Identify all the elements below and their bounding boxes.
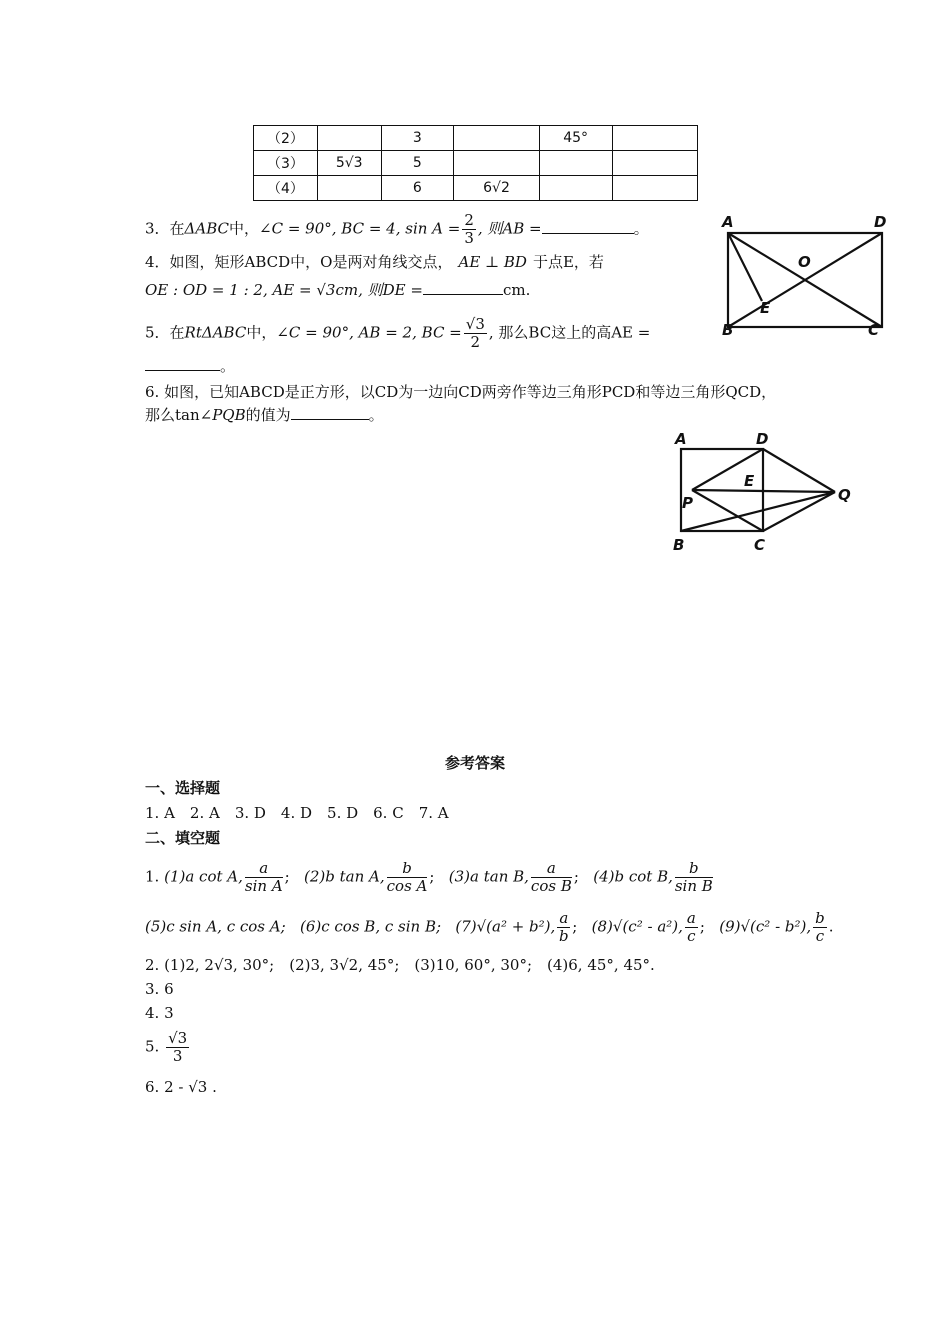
question-4-line-2	[145, 280, 530, 300]
segment-cq	[763, 492, 835, 531]
table-cell: （4）	[254, 176, 318, 201]
label-p: P	[682, 494, 693, 512]
question-6-line-2	[145, 405, 384, 425]
answer-number: 1.	[145, 867, 160, 886]
section-heading: 二、填空题	[145, 829, 221, 847]
frac-num: a	[686, 909, 696, 927]
table-cell	[539, 151, 612, 176]
frac-num: b	[387, 860, 428, 878]
q5-end: 。	[220, 357, 236, 375]
table-cell	[454, 126, 540, 151]
label-d: D	[874, 213, 887, 231]
frac-den: cos B	[530, 877, 572, 895]
q4-condition: OE : OD = 1 : 2, AE = √3cm, 则DE =	[145, 281, 423, 299]
q6-end: 。	[368, 406, 384, 424]
answer-part: (8)√(c² - a²),	[591, 917, 683, 936]
answer-part: (4)b cot B,	[593, 867, 673, 886]
question-5-line-2	[145, 356, 235, 376]
table-row	[254, 126, 698, 151]
fraction	[387, 860, 428, 895]
q4-text-b: 于点E，若	[532, 253, 604, 271]
label-a: A	[722, 213, 734, 231]
frac-den: b	[558, 927, 569, 945]
answers-title: 参考答案	[444, 754, 505, 772]
q4-text: 4．如图，矩形ABCD中，O是两对角线交点，	[145, 253, 453, 271]
q3-end: 。	[633, 219, 649, 238]
frac-den: sin A	[244, 877, 283, 895]
separator: ;	[572, 917, 578, 936]
answer-part: (7)√(a² + b²),	[455, 917, 556, 936]
frac-num: a	[245, 860, 283, 878]
answer-blank[interactable]	[423, 280, 503, 295]
answer-blank[interactable]	[542, 219, 634, 234]
frac-den: cos A	[386, 877, 428, 895]
table-cell: 5	[381, 151, 454, 176]
segment-dq	[763, 449, 835, 492]
fraction	[557, 910, 570, 945]
table-cell	[612, 126, 698, 151]
fraction	[675, 860, 713, 895]
answer-3: 3. 6	[145, 980, 174, 998]
q3-tail: , 则AB =	[477, 219, 542, 238]
answer-blank[interactable]	[291, 405, 369, 420]
table-row	[254, 176, 698, 201]
table-row	[254, 151, 698, 176]
section-heading: 一、选择题	[145, 779, 221, 797]
table-cell	[612, 176, 698, 201]
answer-part: (2)b tan A,	[304, 867, 385, 886]
q3-condition: ∠C = 90°, BC = 4, sin A =	[259, 219, 461, 238]
table-cell	[317, 126, 381, 151]
question-6-line-1	[145, 382, 776, 402]
frac-num: √3	[168, 1029, 188, 1047]
figure-square-pq	[670, 430, 860, 558]
table-cell: 45°	[539, 126, 612, 151]
label-c: C	[868, 321, 880, 339]
answer-part: (6)c cos B, c sin B;	[299, 917, 442, 936]
question-3	[145, 212, 649, 247]
table-cell: （2）	[254, 126, 318, 151]
q4-unit: cm.	[502, 281, 531, 299]
q5-frac-den: 2	[470, 333, 481, 351]
label-d: D	[756, 430, 769, 448]
answer-part: (9)√(c² - b²),	[719, 917, 812, 936]
separator: ;	[284, 867, 290, 886]
question-4-line-1	[145, 252, 604, 272]
table-cell	[317, 176, 381, 201]
label-b: B	[673, 536, 685, 554]
frac-den: 3	[172, 1047, 183, 1065]
frac-num: a	[559, 909, 569, 927]
frac-den: c	[687, 927, 696, 945]
table-cell: 3	[381, 126, 454, 151]
label-e: E	[744, 472, 755, 490]
q3-fraction	[462, 212, 476, 247]
segment-pq	[692, 490, 835, 492]
frac-num: b	[675, 860, 713, 878]
label-o: O	[798, 253, 811, 271]
table-cell: 6√2	[454, 176, 540, 201]
answer-4: 4. 3	[145, 1004, 174, 1022]
answer-part: (1)a cot A,	[164, 867, 243, 886]
fraction	[813, 910, 827, 945]
answer-1-line-2	[145, 910, 834, 945]
answer-1-line-1	[145, 860, 715, 895]
label-a: A	[675, 430, 687, 448]
q5-frac-num: √3	[465, 315, 485, 333]
frac-num: a	[531, 860, 572, 878]
q3-number: 3．在	[145, 219, 185, 238]
answer-5	[145, 1030, 191, 1065]
q6-text-a: 那么tan	[145, 406, 200, 424]
separator: ;	[573, 867, 579, 886]
q5-tail: , 那么BC这上的高AE =	[488, 323, 651, 342]
q3-text: 中，	[229, 219, 260, 238]
frac-num: b	[815, 909, 825, 927]
q6-text: 6. 如图，已知ABCD是正方形，以CD为一边向CD两旁作等边三角形PCD和等边三角形QCD，	[145, 383, 777, 401]
separator: .	[828, 917, 834, 936]
answer-part: (5)c sin A, c cos A;	[145, 917, 286, 936]
frac-den: c	[815, 927, 825, 945]
answer-blank[interactable]	[145, 356, 220, 371]
answer-number: 5.	[145, 1037, 160, 1056]
separator: ;	[429, 867, 435, 886]
q3-frac-den: 3	[464, 229, 474, 247]
separator: ;	[699, 917, 705, 936]
table-cell	[612, 151, 698, 176]
q5-number: 5．在	[145, 323, 185, 342]
label-e: E	[760, 299, 771, 317]
data-table	[253, 125, 698, 201]
fraction	[245, 860, 283, 895]
answer-2: 2. (1)2, 2√3, 30°; (2)3, 3√2, 45°; (3)10, 60°, 30°; (4)6, 45°, 45°.	[145, 956, 655, 974]
table-cell: （3）	[254, 151, 318, 176]
q5-fraction	[464, 316, 487, 351]
fraction	[166, 1030, 189, 1065]
q3-frac-num: 2	[464, 211, 474, 229]
q6-text-c: 的值为	[245, 406, 291, 424]
figure-rectangle-abcd	[716, 208, 896, 340]
q5-triangle: RtΔABC	[184, 323, 247, 342]
q5-condition: ∠C = 90°, AB = 2, BC =	[276, 323, 462, 342]
q4-perp: AE ⊥ BD	[458, 253, 527, 271]
question-5	[145, 316, 650, 351]
table-cell	[454, 151, 540, 176]
q6-angle: ∠PQB	[199, 406, 246, 424]
table-cell: 6	[381, 176, 454, 201]
q3-triangle: ΔABC	[184, 219, 229, 238]
answer-part: (3)a tan B,	[448, 867, 529, 886]
table-cell	[539, 176, 612, 201]
label-c: C	[754, 536, 766, 554]
choice-answers: 1. A 2. A 3. D 4. D 5. D 6. C 7. A	[145, 804, 449, 822]
fraction	[685, 910, 698, 945]
label-q: Q	[838, 486, 851, 504]
answer-6: 6. 2 - √3 .	[145, 1078, 217, 1096]
label-b: B	[722, 321, 734, 339]
table-cell: 5√3	[317, 151, 381, 176]
q5-text: 中，	[246, 323, 277, 342]
fraction	[531, 860, 572, 895]
frac-den: sin B	[674, 877, 713, 895]
